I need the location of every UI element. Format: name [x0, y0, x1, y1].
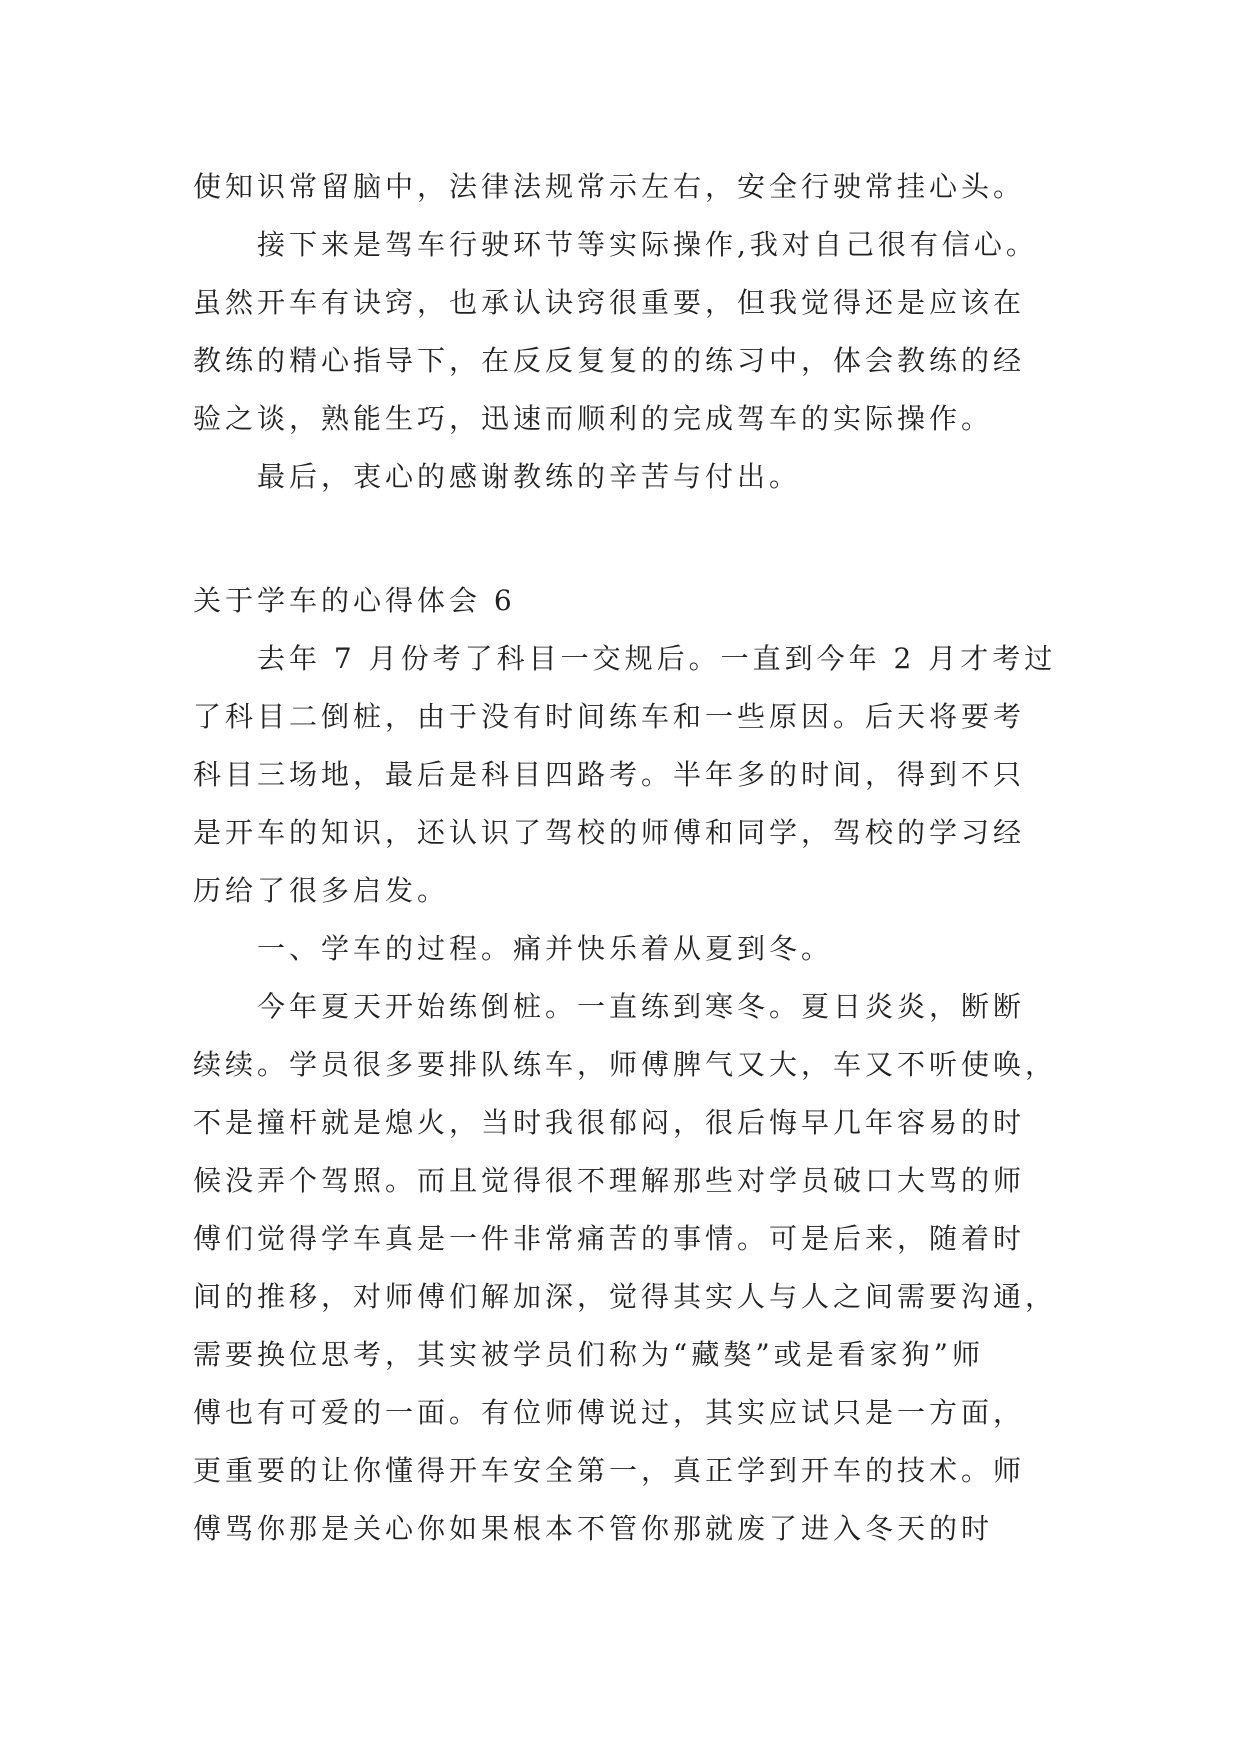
text-line: 最后，衷心的感谢教练的辛苦与付出。 [193, 460, 802, 493]
text-line: 傅骂你那是关心你如果根本不管你那就废了进入冬天的时 [193, 1512, 994, 1545]
text-line: 历给了很多启发。 [193, 874, 450, 907]
section-gap [193, 506, 1093, 572]
text-line: 今年夏天开始练倒桩。一直练到寒冬。夏日炎炎，断断 [193, 990, 1026, 1023]
text-line: 接下来是驾车行驶环节等实际操作,我对自己很有信心。 [193, 228, 1038, 261]
text-line: 去年 7 月份考了科目一交规后。一直到今年 2 月才考过 [193, 642, 1057, 675]
text-line: 科目三场地，最后是科目四路考。半年多的时间，得到不只 [193, 758, 1026, 791]
text-line: 需要换位思考，其实被学员们称为“藏獒”或是看家狗”师 [193, 1338, 984, 1371]
text-line: 候没弄个驾照。而且觉得很不理解那些对学员破口大骂的师 [193, 1164, 1026, 1197]
text-line: 是开车的知识，还认识了驾校的师傅和同学，驾校的学习经 [193, 816, 1026, 849]
text-line: 傅也有可爱的一面。有位师傅说过，其实应试只是一方面， [193, 1396, 1026, 1429]
text-line: 了科目二倒桩，由于没有时间练车和一些原因。后天将要考 [193, 700, 1026, 733]
section-title: 关于学车的心得体会 6 [193, 584, 516, 617]
text-line: 虽然开车有诀窍，也承认诀窍很重要，但我觉得还是应该在 [193, 286, 1026, 319]
text-line: 教练的精心指导下，在反反复复的的练习中，体会教练的经 [193, 344, 1026, 377]
text-line: 一、学车的过程。痛并快乐着从夏到冬。 [193, 932, 834, 965]
text-line: 不是撞杆就是熄火，当时我很郁闷，很后悔早几年容易的时 [193, 1106, 1026, 1139]
text-line: 更重要的让你懂得开车安全第一，真正学到开车的技术。师 [193, 1454, 1026, 1487]
text-line: 间的推移，对师傅们解加深，觉得其实人与人之间需要沟通， [193, 1280, 1058, 1313]
document-body [193, 158, 1093, 1558]
text-line: 使知识常留脑中，法律法规常示左右，安全行驶常挂心头。 [193, 170, 1026, 203]
text-line: 傅们觉得学车真是一件非常痛苦的事情。可是后来，随着时 [193, 1222, 1026, 1255]
text-line: 续续。学员很多要排队练车，师傅脾气又大，车又不听使唤， [193, 1048, 1058, 1081]
text-line: 验之谈，熟能生巧，迅速而顺利的完成驾车的实际操作。 [193, 402, 994, 435]
